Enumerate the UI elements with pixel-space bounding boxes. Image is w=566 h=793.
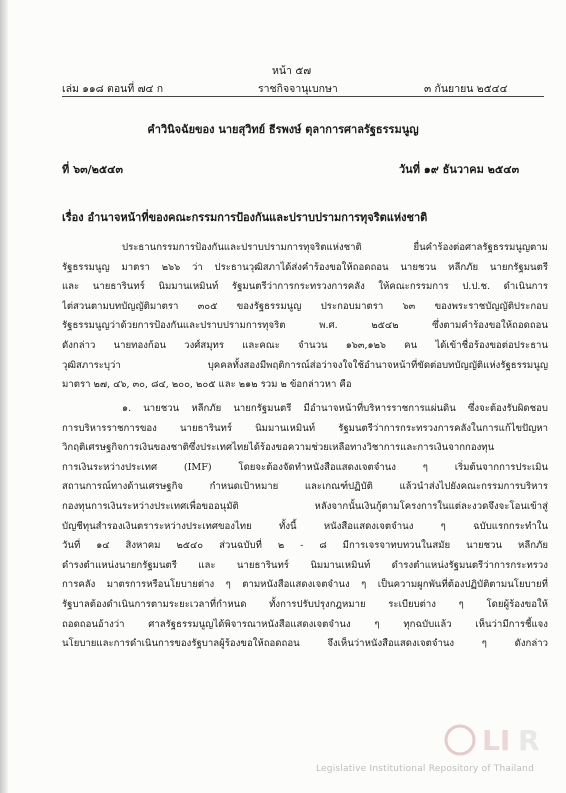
gazette-name: ราชกิจจานุเบกษา bbox=[258, 83, 338, 95]
text-line: ประธานกรรมการป้องกันและปราบปรามการทุจริตแห่งชาติ ยื่นคำร้องต่อศาลรัฐธรรมนูญตาม bbox=[122, 242, 548, 253]
text-line: รัฐธรรมนูญ มาตรา ๒๖๖ ว่า ประธานวุฒิสภาได้ส่งคำร้องขอให้ถอดถอน นายชวน หลีกภัย นายกรัฐมนตรี bbox=[62, 261, 548, 273]
text-line: รัฐบาลต้องดำเนินการตามระยะเวลาที่กำหนด ทั้งการปรับปรุงกฎหมาย ระเบียบต่าง ๆ โดยผู้ร้องขอให้ bbox=[62, 598, 548, 610]
paragraph-2 bbox=[62, 399, 548, 654]
volume-issue: เล่ม ๑๑๘ ตอนที่ ๗๔ ก bbox=[62, 83, 164, 95]
text-line: การบริหารราชการของ นายธารินทร์ นิมมานเหมินท์ รัฐมนตรีว่าการกระทรวงการคลังในการแก้ไขปัญหา bbox=[62, 422, 548, 434]
text-line: วันที่ ๑๔ สิงหาคม ๒๕๔๐ ส่วนฉบับที่ ๒ - ๘ มีการเจรจาทบทวนในสมัย นายชวน หลีกภัย bbox=[62, 540, 548, 552]
text-line: มาตรา ๒๗, ๔๖, ๓๐, ๘๔, ๒๐๐, ๒๐๕ และ ๒๑๒ รวม ๒ ข้อกล่าวหา คือ bbox=[62, 379, 352, 391]
svg-text:LI: LI bbox=[482, 724, 511, 757]
text-line: และ นายธารินทร์ นิมมานเหมินท์ รัฐมนตรีว่าการกระทรวงการคลัง ให้คณะกรรมการ ป.ป.ช. ดำเนินการ bbox=[62, 281, 548, 293]
subject-line: เรื่อง อำนาจหน้าที่ของคณะกรรมการป้องกันและปราบปรามการทุจริตแห่งชาติ bbox=[62, 211, 428, 224]
gazette-date: ๓ กันยายน ๒๕๔๔ bbox=[424, 83, 508, 95]
ruling-number: ที่ ๖๓/๒๕๔๓ bbox=[62, 163, 124, 176]
text-line: ถอดถอนอ้างว่า ศาลรัฐธรรมนูญได้พิจารณาหนังสือแสดงเจตจำนง ๆ ทุกฉบับแล้ว เห็นว่ามีการชี้แจง bbox=[62, 618, 548, 630]
text-line: การคลัง มาตรการหรือนโยบายต่าง ๆ ตามหนังสือแสดงเจตจำนง ๆ เป็นความผูกพันที่ต้องปฏิบัติตามนโยบายที่ bbox=[62, 579, 548, 591]
repository-logo-icon bbox=[442, 720, 542, 760]
text-line: ดังกล่าว นายทองก้อน วงศ์สมุทร และคณะ จำนวน ๑๖๓,๑๒๖ คน ได้เข้าชื่อร้องขอต่อประธาน bbox=[62, 339, 548, 351]
text-line: บัญชีทุนสำรองเงินตราระหว่างประเทศของไทย ทั้งนี้ หนังสือแสดงเจตจำนง ๆ ฉบับแรกกระทำใน bbox=[62, 520, 548, 532]
text-line: ไต่สวนตามบทบัญญัติมาตรา ๓๐๕ ของรัฐธรรมนูญ ประกอบมาตรา ๖๓ ของพระราชบัญญัติประกอบ bbox=[62, 300, 548, 312]
text-line: รัฐธรรมนูญว่าด้วยการป้องกันและปราบปรามการทุจริต พ.ศ. ๒๕๔๒ ซึ่งตามคำร้องขอให้ถอดถอน bbox=[62, 320, 548, 332]
scan-edge-shadow bbox=[0, 0, 8, 793]
ruling-date: วันที่ ๑๙ ธันวาคม ๒๕๔๓ bbox=[399, 163, 520, 176]
text-line: ๑. นายชวน หลีกภัย นายกรัฐมนตรี มีอำนาจหน้าที่บริหารราชการแผ่นดิน ซึ่งจะต้องรับผิดชอบ bbox=[122, 403, 548, 414]
paragraph-1 bbox=[62, 238, 548, 395]
header-rule bbox=[62, 96, 544, 97]
text-line: การเงินระหว่างประเทศ (IMF) โดยจะต้องจัดทำหนังสือแสดงเจตจำนง ๆ เริ่มต้นจากการประเมิน bbox=[62, 461, 548, 473]
text-line: นโยบายและการดำเนินการของรัฐบาลผู้ร้องขอให้ถอดถอน จึงเห็นว่าหนังสือแสดงเจตจำนง ๆ ดังกล่าว bbox=[62, 638, 548, 650]
text-line: วิกฤติเศรษฐกิจการเงินของชาติซึ่งประเทศไทยได้ร้องขอความช่วยเหลือทางวิชาการและการเงินจากกองทุน bbox=[62, 442, 495, 454]
watermark-text: Legislative Institutional Repository of Thailand bbox=[316, 764, 534, 774]
text-line: กองทุนการเงินระหว่างประเทศเพื่อขออนุมัติ หลังจากนั้นเงินกู้ตามโครงการในแต่ละงวดจึงจะโอนเข้าสู่ bbox=[62, 500, 548, 512]
document-title: คำวินิจฉัยของ นายสุวิทย์ ธีรพงษ์ ตุลาการศาลรัฐธรรมนูญ bbox=[147, 123, 419, 136]
page-number: หน้า ๕๗ bbox=[272, 65, 312, 77]
text-line: ดำรงตำแหน่งนายกรัฐมนตรี และ นายธารินทร์ นิมมานเหมินท์ ดำรงตำแหน่งรัฐมนตรีว่าการกระทรวง bbox=[62, 559, 548, 571]
text-line: สถานการณ์ทางด้านเศรษฐกิจ กำหนดเป้าหมาย และเกณฑ์ปฏิบัติ แล้วนำส่งไปยังคณะกรรมการบริหาร bbox=[62, 481, 548, 493]
svg-text:R: R bbox=[518, 724, 540, 757]
text-line: วุฒิสภาระบุว่า บุคคลทั้งสองมีพฤติการณ์ส่อว่าจงใจใช้อำนาจหน้าที่ขัดต่อบทบัญญัติแห่งรัฐธรรมนูญ bbox=[62, 359, 548, 371]
